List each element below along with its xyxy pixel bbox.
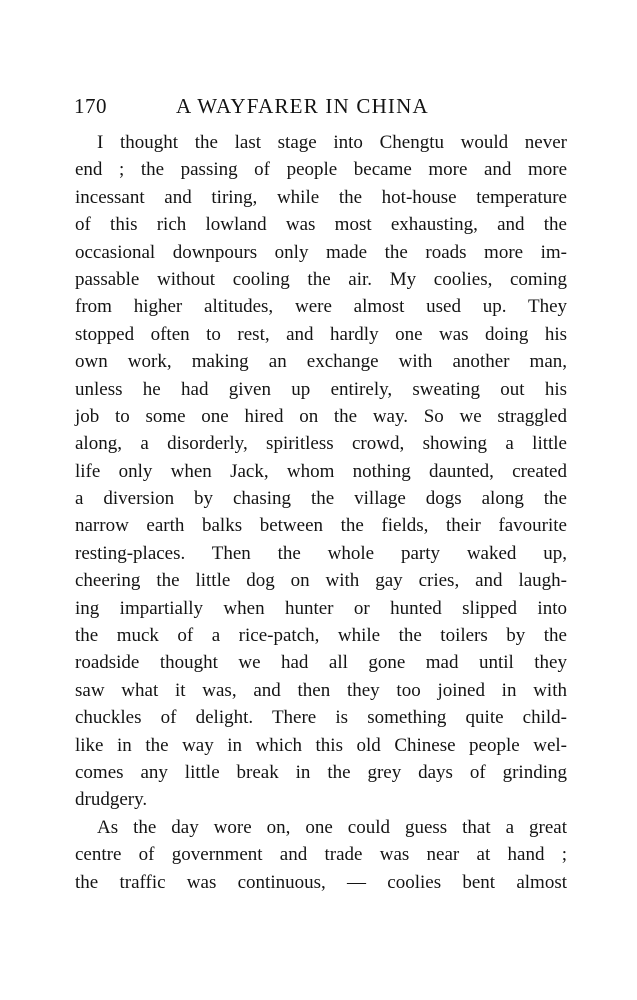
text-line: centre of government and trade was near at hand ; xyxy=(75,844,567,866)
text-line: like in the way in which this old Chinese people wel- xyxy=(75,734,567,756)
text-line: saw what it was, and then they too joined in with xyxy=(75,679,567,701)
text-line: job to some one hired on the way. So we straggled xyxy=(75,405,567,427)
text-line: the traffic was continuous, — coolies bent almost xyxy=(75,871,567,893)
text-line: end ; the passing of people became more and more xyxy=(75,159,567,181)
text-line: from higher altitudes, were almost used up. They xyxy=(75,296,567,318)
text-line: cheering the little dog on with gay cries, and laugh- xyxy=(75,570,567,592)
text-line: own work, making an exchange with another man, xyxy=(75,351,567,373)
text-line: roadside thought we had all gone mad until they xyxy=(75,652,567,674)
text-line: occasional downpours only made the roads more im- xyxy=(75,241,567,263)
text-line: ing impartially when hunter or hunted slipped into xyxy=(75,597,567,619)
text-line: I thought the last stage into Chengtu would never xyxy=(97,132,567,153)
paragraph-2 xyxy=(75,814,567,896)
text-line: narrow earth balks between the fields, their favourite xyxy=(75,515,567,537)
page-header xyxy=(74,94,574,124)
text-line: of this rich lowland was most exhausting, and the xyxy=(75,214,567,236)
body-text xyxy=(75,129,567,896)
text-line: incessant and tiring, while the hot-house temperature xyxy=(75,186,567,208)
text-line: stopped often to rest, and hardly one was doing his xyxy=(75,323,567,345)
text-line: the muck of a rice-patch, while the toilers by the xyxy=(75,625,567,647)
text-line: along, a disorderly, spiritless crowd, showing a little xyxy=(75,433,567,455)
text-line: passable without cooling the air. My coolies, coming xyxy=(75,268,567,290)
text-line: life only when Jack, whom nothing daunted, created xyxy=(75,460,567,482)
text-line: resting-places. Then the whole party waked up, xyxy=(75,542,567,564)
running-head: A WAYFARER IN CHINA xyxy=(176,94,429,118)
text-line: drudgery. xyxy=(75,789,148,811)
text-line: chuckles of delight. There is something quite child- xyxy=(75,707,567,729)
text-line: unless he had given up entirely, sweating out his xyxy=(75,378,567,400)
text-line: As the day wore on, one could guess that a great xyxy=(97,816,567,838)
text-line: a diversion by chasing the village dogs along the xyxy=(75,488,567,510)
paragraph-1 xyxy=(75,129,567,814)
page-number: 170 xyxy=(74,94,107,118)
text-line: comes any little break in the grey days of grinding xyxy=(75,761,567,783)
